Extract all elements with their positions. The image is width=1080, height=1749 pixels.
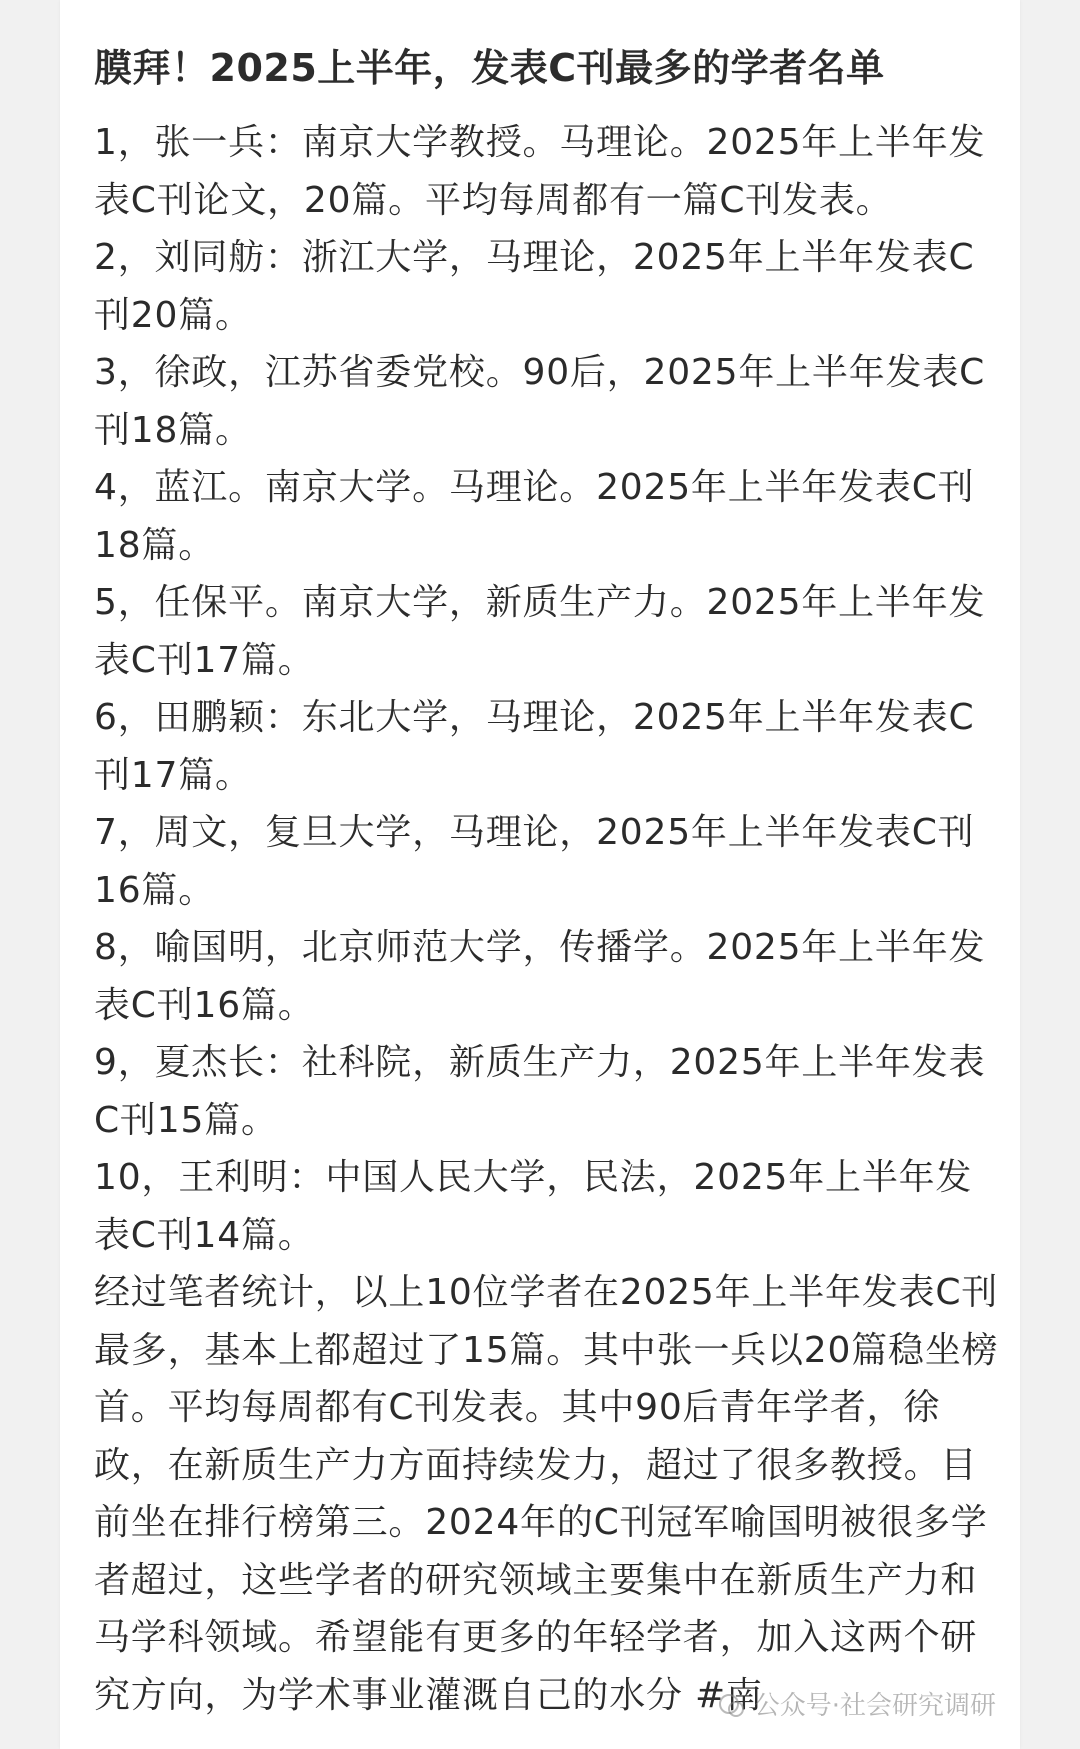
list-item: 7，周文，复旦大学，马理论，2025年上半年发表C刊16篇。 <box>94 812 975 911</box>
scholar-list <box>94 114 1004 1264</box>
list-item: 5，任保平。南京大学，新质生产力。2025年上半年发表C刊17篇。 <box>94 582 986 681</box>
list-item: 10，王利明：中国人民大学，民法，2025年上半年发表C刊14篇。 <box>94 1157 973 1256</box>
wechat-official-account-icon <box>718 1692 746 1720</box>
article-page <box>60 0 1020 1749</box>
article-content <box>94 36 1004 1724</box>
article-title: 膜拜！2025上半年，发表C刊最多的学者名单 <box>94 46 885 90</box>
list-item: 9，夏杰长：社科院，新质生产力，2025年上半年发表C刊15篇。 <box>94 1042 986 1141</box>
list-item: 8，喻国明，北京师范大学，传播学。2025年上半年发表C刊16篇。 <box>94 927 986 1026</box>
list-item: 3，徐政，江苏省委党校。90后，2025年上半年发表C刊18篇。 <box>94 352 986 451</box>
watermark-text: 公众号·社会研究调研 <box>753 1691 996 1721</box>
list-item: 2，刘同舫：浙江大学，马理论，2025年上半年发表C刊20篇。 <box>94 237 975 336</box>
list-item: 1，张一兵：南京大学教授。马理论。2025年上半年发表C刊论文，20篇。平均每周都有一篇C刊发表。 <box>94 122 986 221</box>
summary-paragraph: 经过笔者统计，以上10位学者在2025年上半年发表C刊最多，基本上都超过了15篇。其中张一兵以20篇稳坐榜首。平均每周都有C刊发表。其中90后青年学者，徐政，在新质生产力方面持续发力，超过了很多教授。目前坐在排行榜第三。2024年的C刊冠军喻国明被很多学者超过，这些学者的研究领域主要集中在新质生产力和马学科领域。希望能有更多的年轻学者，加入这两个研究方向，为学术事业灌溉自己的水分 #南 <box>94 1272 999 1716</box>
list-item: 6，田鹏颖：东北大学，马理论，2025年上半年发表C刊17篇。 <box>94 697 975 796</box>
list-item: 4，蓝江。南京大学。马理论。2025年上半年发表C刊18篇。 <box>94 467 975 566</box>
watermark <box>718 1689 996 1723</box>
